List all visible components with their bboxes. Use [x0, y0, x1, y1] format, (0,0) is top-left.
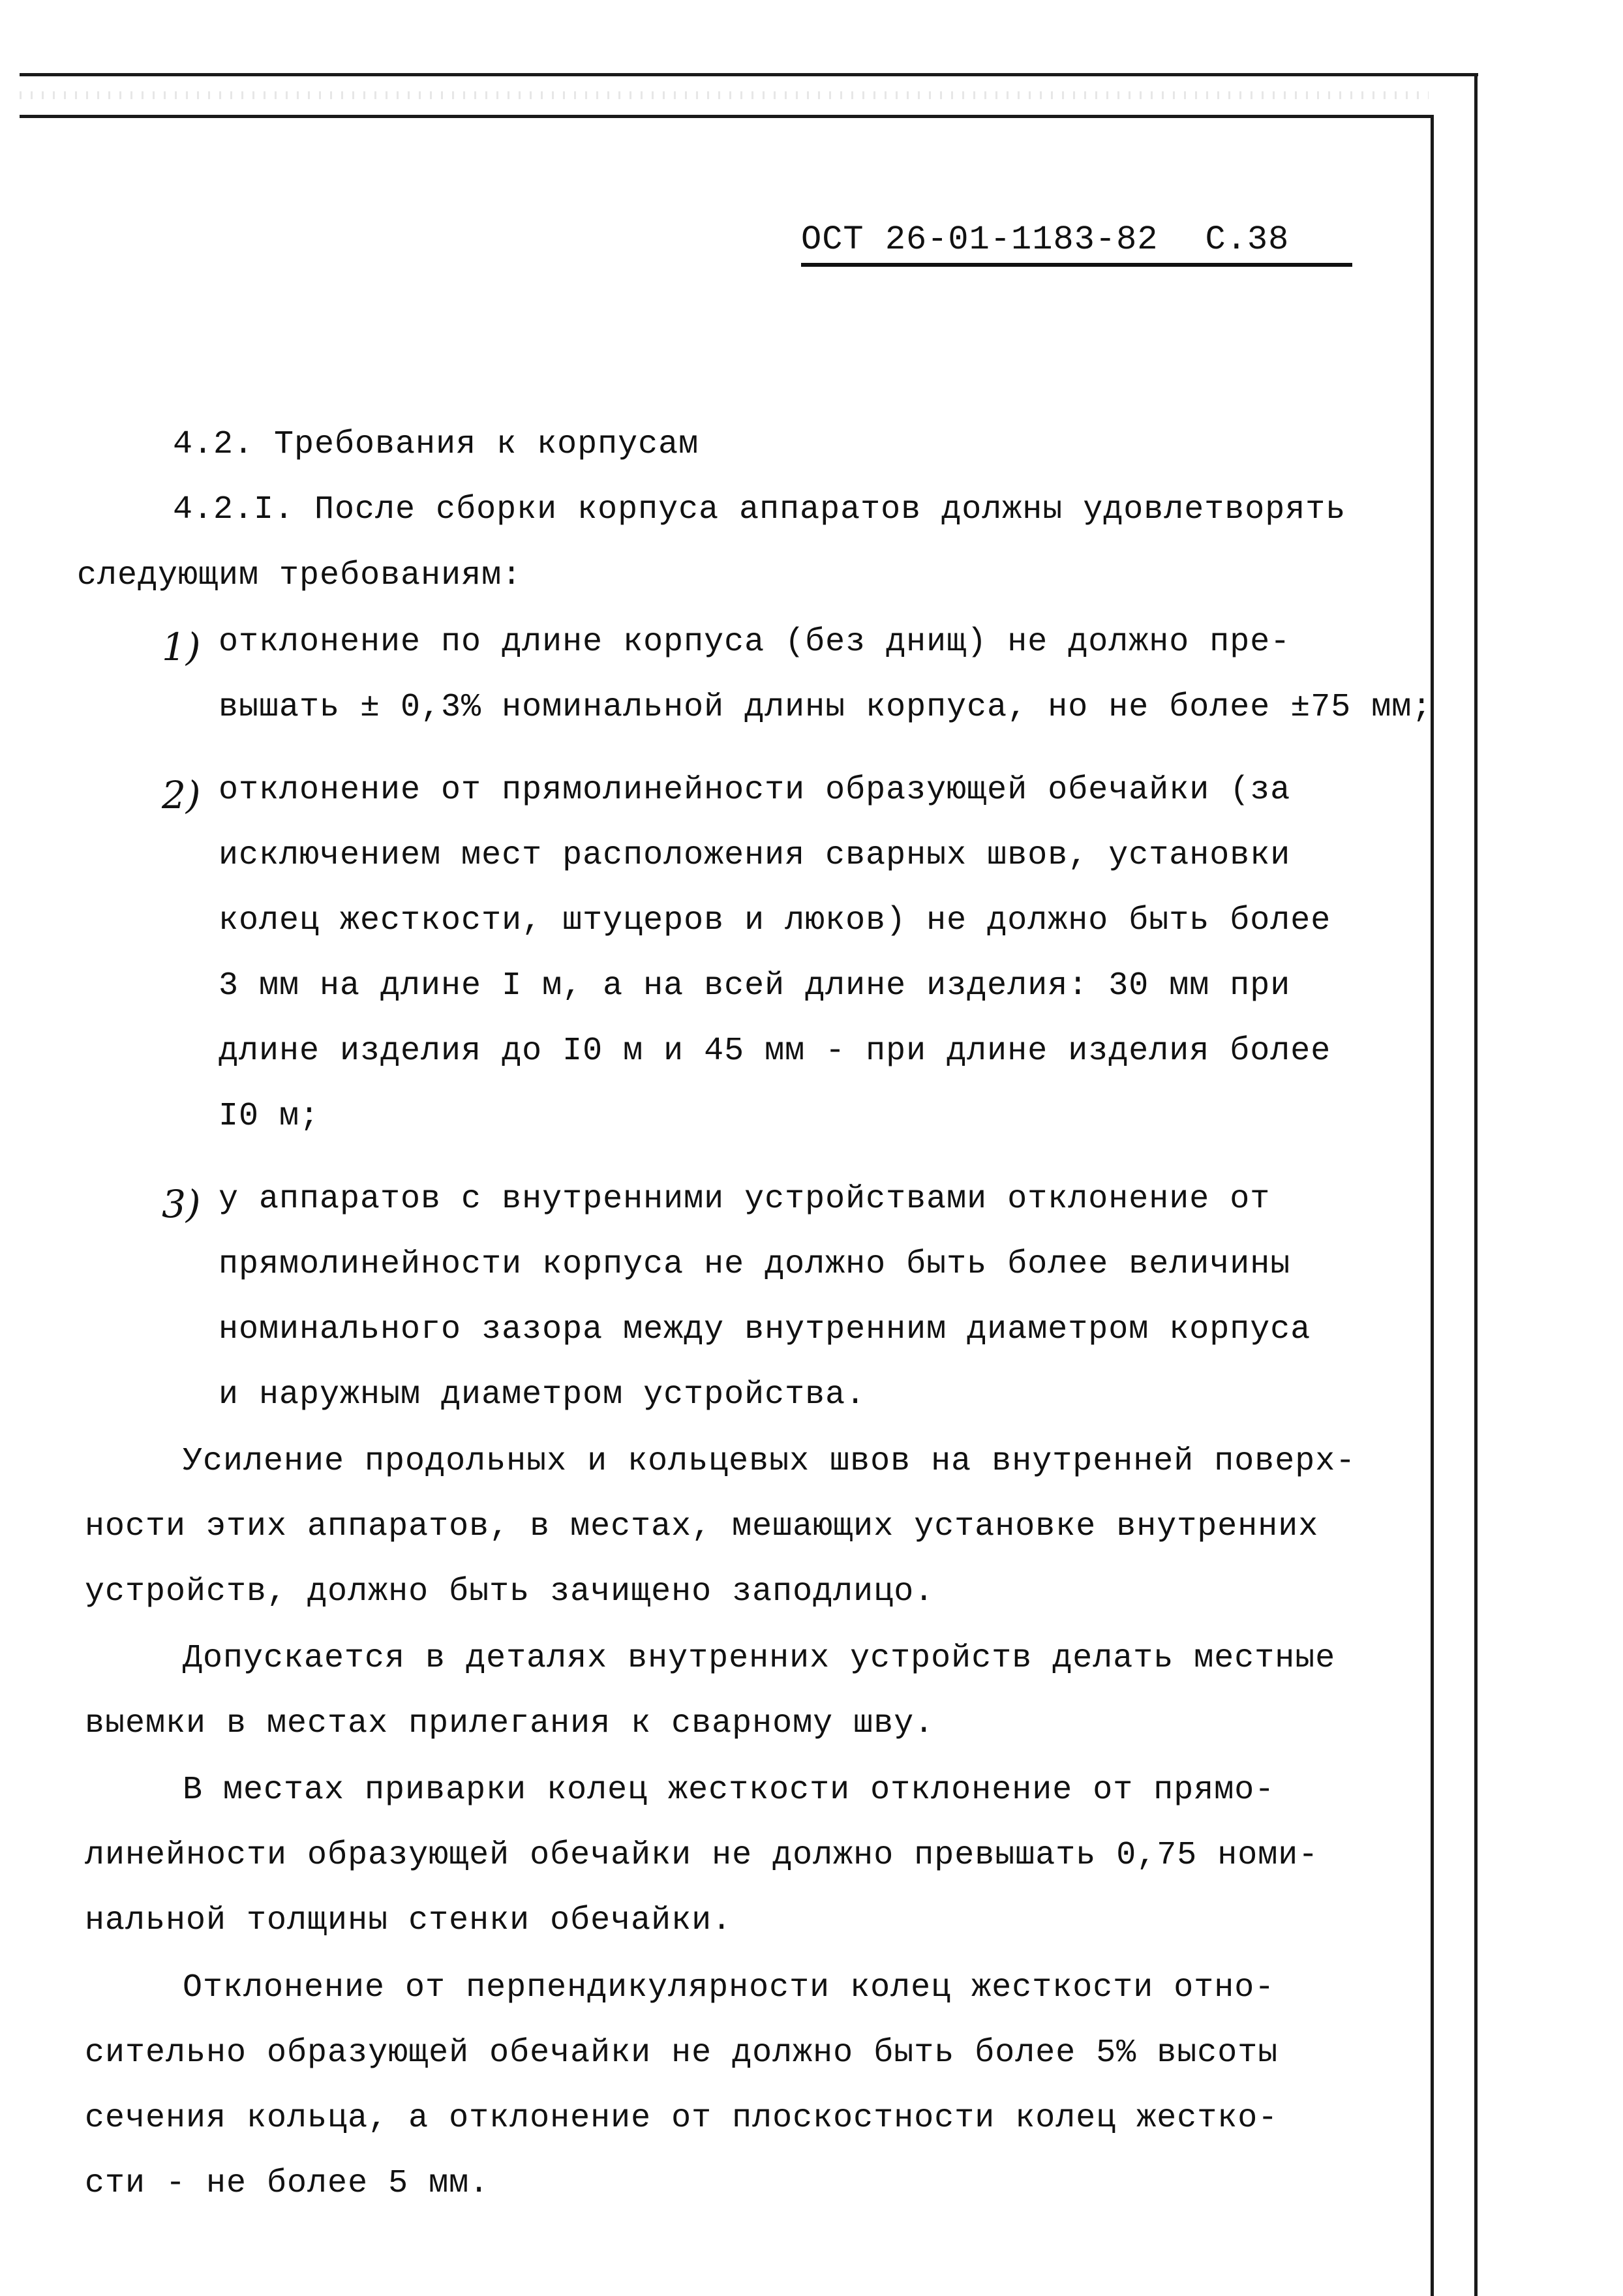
list-item-line: вышать ± 0,3% номинальной длины корпуса, но не более ±75 мм; [219, 689, 1433, 726]
list-item-line: отклонение от прямолинейности образующей обечайки (за [219, 772, 1291, 809]
list-item-line: I0 м; [219, 1098, 320, 1135]
paragraph-line: сечения кольца, а отклонение от плоскостности колец жестко- [85, 2100, 1279, 2137]
list-item-line: у аппаратов с внутренними устройствами отклонение от [219, 1181, 1271, 1218]
paragraph-line: выемки в местах прилегания к сварному шву. [85, 1705, 935, 1742]
page-header [801, 220, 1352, 267]
list-item-line: колец жесткости, штуцеров и люков) не должно быть более [219, 902, 1331, 939]
paragraph-line: Допускается в деталях внутренних устройств делать местные [183, 1640, 1336, 1677]
list-item-line: прямолинейности корпуса не должно быть более величины [219, 1246, 1291, 1283]
paragraph-line: 4.2.I. После сборки корпуса аппаратов должны удовлетворять [173, 491, 1346, 528]
paragraph-line: В местах приварки колец жесткости отклонение от прямо- [183, 1772, 1275, 1809]
frame-top-inner-line [20, 115, 1434, 118]
document-code: ОСТ 26-01-1183-82 [801, 220, 1159, 259]
list-item-line: отклонение по длине корпуса (без днищ) не должно пре- [219, 624, 1291, 661]
section-heading: 4.2. Требования к корпусам [173, 426, 699, 463]
paragraph-line: линейности образующей обечайки не должно превышать 0,75 номи- [85, 1837, 1319, 1874]
frame-right-inner-line [1431, 115, 1434, 2296]
frame-top-outer-line [20, 73, 1478, 76]
item-marker-2: 2) [162, 773, 201, 817]
list-item-line: длине изделия до I0 м и 45 мм - при длине изделия более [219, 1033, 1331, 1070]
list-item-line: номинального зазора между внутренним диаметром корпуса [219, 1311, 1311, 1348]
list-item-line: исключением мест расположения сварных швов, установки [219, 837, 1291, 874]
paragraph-line: нальной толщины стенки обечайки. [85, 1902, 733, 1939]
paragraph-line: Отклонение от перпендикулярности колец жесткости отно- [183, 1969, 1275, 2006]
page-number: С.38 [1205, 220, 1290, 259]
paragraph-line: устройств, должно быть зачищено заподлицо. [85, 1573, 935, 1610]
paragraph-line: следующим требованиям: [77, 557, 523, 594]
frame-right-outer-line [1474, 73, 1478, 2296]
paragraph-line: Усиление продольных и кольцевых швов на внутренней поверх- [183, 1443, 1356, 1480]
paragraph-line: сти - не более 5 мм. [85, 2165, 490, 2202]
paragraph-line: ности этих аппаратов, в местах, мешающих установке внутренних [85, 1508, 1319, 1545]
item-marker-1: 1) [162, 625, 201, 669]
scan-noise [20, 91, 1429, 99]
item-marker-3: 3) [162, 1182, 201, 1226]
list-item-line: и наружным диаметром устройства. [219, 1376, 866, 1413]
list-item-line: 3 мм на длине I м, а на всей длине изделия: 30 мм при [219, 967, 1291, 1004]
paragraph-line: сительно образующей обечайки не должно быть более 5% высоты [85, 2034, 1279, 2072]
